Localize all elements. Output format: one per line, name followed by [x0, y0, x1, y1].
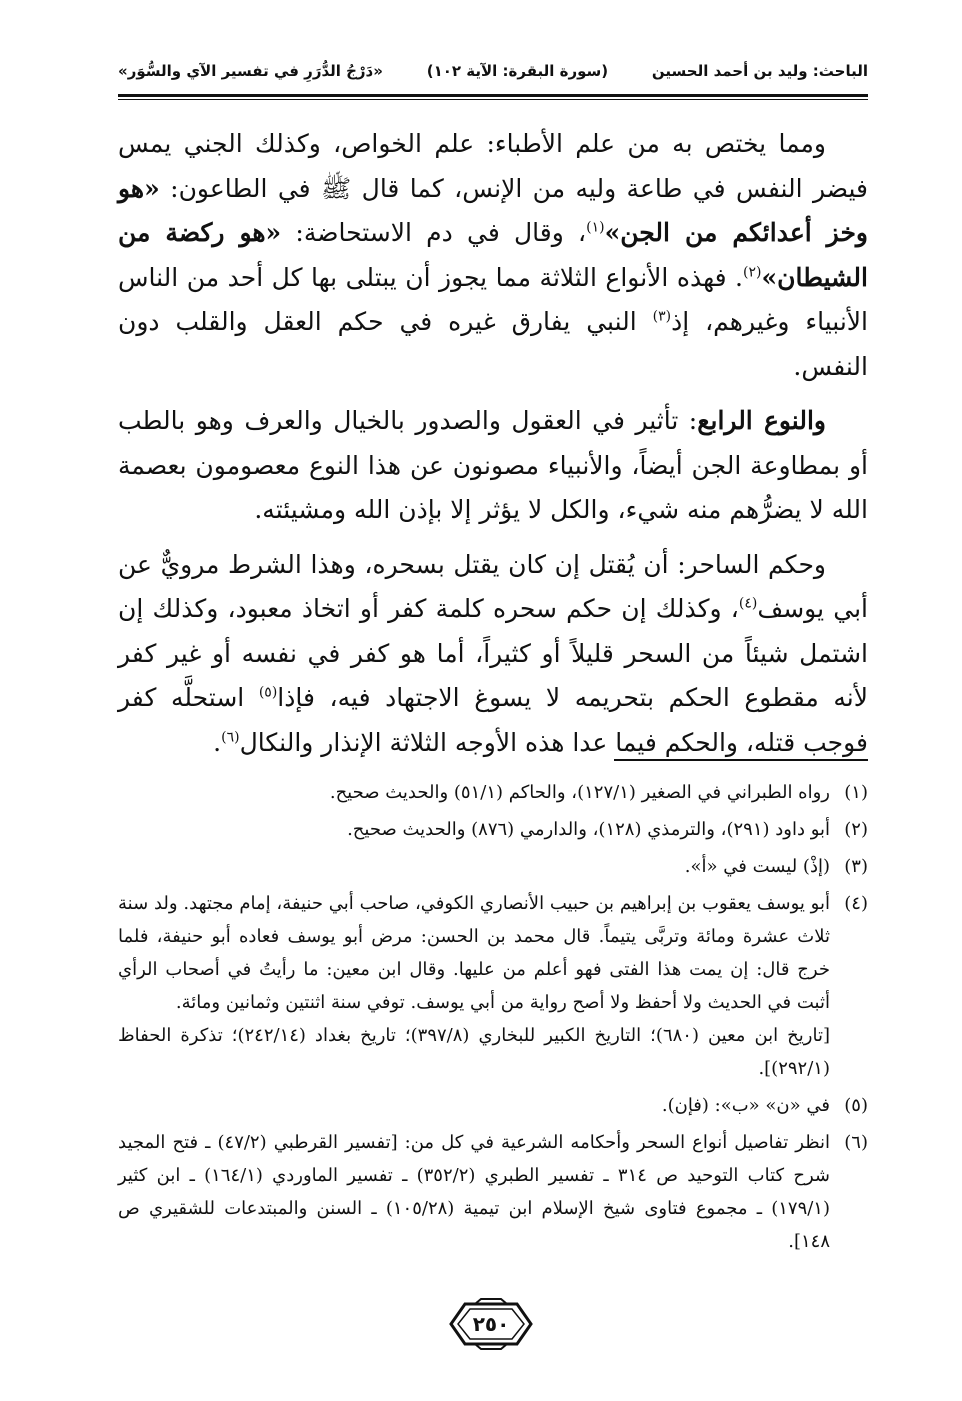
bold-heading: والنوع الرابع	[697, 406, 826, 435]
running-header	[118, 56, 868, 86]
footnote-text: أبو داود (٢٩١)، والترمذي (١٢٨)، والدارمي (٨٧٦) والحديث صحيح.	[347, 819, 830, 840]
paragraph-2	[118, 399, 868, 533]
footnote-ref[interactable]: (٦)	[221, 729, 240, 746]
footnote-text: أبو يوسف يعقوب بن إبراهيم بن حبيب الأنصاري الكوفي، صاحب أبي حنيفة، إمام مجتهد. ولد سنة ثلاث عشرة ومائة وتربَّى يتيماً. قال محمد بن الحسن: مرض أبو يوسف فعاده أبو حنيفة، فلما خرج قال: إن يمت هذا الفتى فهو أعلم من عليها. وقال ابن معين: ما رأيتُ في أصحاب الرأي أثبت في الحديث ولا أحفظ ولا أصح رواية من أبي يوسف. توفي سنة اثنتين وثمانين ومائة.	[118, 893, 830, 1013]
text-run: وحكم الساحر: أن يُقتل إن كان يقتل بسحره، وهذا الشرط مرويٌّ عن أبي يوسف	[118, 549, 868, 623]
text-run: : تأثير في العقول والصدور بالخيال والعرف وهو بالطب أو بمطاوعة الجن أيضاً، والأنبياء مصونون عن هذا النوع معصومون بعصمة الله لا يضرُّهم منه شيء، والكل لا يؤثر إلا بإذن الله ومشيئته.	[118, 406, 868, 524]
bold-hadith: «هو ركضة من الشيطان»	[118, 218, 868, 292]
footnote-text: (إذْ) ليست في «أ».	[684, 856, 830, 877]
header-author: الباحث: وليد بن أحمد الحسين	[651, 62, 868, 80]
footnote-6	[118, 1126, 868, 1258]
footnote-number: (٣)	[844, 856, 868, 877]
text-run: . فهذه الأنواع الثلاثة مما يجوز أن يبتلى بها كل أحد من الناس الأنبياء وغيرهم، إذ	[118, 262, 868, 336]
footnote-5	[118, 1089, 868, 1122]
footnote-sources: [تاريخ ابن معين (٦٨٠)؛ التاريخ الكبير للبخاري (٣٩٧/٨)؛ تاريخ بغداد (٢٤٢/١٤)؛ تذكرة الحفاظ (٢٩٢/١)].	[118, 1025, 831, 1079]
footnote-2	[118, 813, 868, 846]
text-run: ، وكذلك إن حكم سحره كلمة كفر أو اتخاذ معبود، وكذلك إن اشتمل شيئاً من السحر قليلاً أو كثيراً، أما هو كفر في نفسه أو غير كفر لأنه مقطوع الحكم بتحريمه لا يسوغ الاجتهاد فيه، فإذا	[118, 594, 868, 712]
footnote-body	[118, 776, 830, 809]
text-run: استحلَّه كفر فوجب قتله، والحكم فيما عدا هذه الأوجه الثلاثة الإنذار والنكال	[118, 683, 868, 757]
footnote-ref[interactable]: (١)	[586, 219, 605, 236]
main-text	[118, 122, 868, 775]
footnote-text: في «ن» «ب»: (فإن).	[661, 1095, 830, 1116]
text-run: .	[213, 727, 222, 757]
footnote-text: انظر تفاصيل أنواع السحر وأحكامه الشرعية في كل من: [تفسير القرطبي (٤٧/٢) ـ فتح المجيد شرح كتاب التوحيد ص ٣١٤ ـ تفسير الطبري (٣٥٢/٢) ـ تفسير الماوردي (١٦٤/١) ـ ابن كثير (١٧٩/١) ـ مجموع فتاوى شيخ الإسلام ابن تيمية (١٠٥/٢٨) ـ السنن والمبتدعات للشقيري ص ١٤٨].	[118, 1132, 831, 1252]
footnote-number: (٢)	[844, 819, 868, 840]
paragraph-3	[118, 543, 868, 766]
footnote-number: (٥)	[844, 1095, 868, 1116]
page-number: ٢٥٠	[472, 1312, 510, 1336]
text-run: النبي يفارق غيره في حكم العقل والقلب دون النفس.	[118, 307, 868, 381]
header-rule-thick	[118, 94, 868, 97]
footnote-body	[118, 887, 830, 1085]
footnote-body	[118, 1089, 830, 1122]
bold-hadith: «هو وخز أعدائكم من الجن»	[118, 173, 868, 247]
text-run: ، وقال في دم الاستحاضة:	[281, 218, 587, 247]
footnote-number: (٦)	[844, 1132, 868, 1153]
footnote-body	[118, 1126, 830, 1258]
header-book-title: «دَرْجُ الدُّرَرِ في تفسير الآي والسُّوَر»	[118, 62, 383, 80]
header-rule-thin	[118, 99, 868, 100]
footnote-text: رواه الطبراني في الصغير (١٢٧/١)، والحاكم (٥١/١) والحديث صحيح.	[329, 782, 830, 803]
footnote-ref[interactable]: (٤)	[738, 595, 758, 612]
footnote-1	[118, 776, 868, 809]
footnote-4	[118, 887, 868, 1085]
footnote-body	[118, 813, 830, 846]
text-run: ومما يختص به من علم الأطباء: علم الخواص، وكذلك الجني يمس فيضر النفس في طاعة وليه من الإنس، كما قال ﷺ في الطاعون:	[118, 129, 868, 203]
footnote-body	[118, 850, 830, 883]
footnote-number: (١)	[844, 782, 868, 803]
header-surah-reference: (سورة البقرة: الآية ١٠٢)	[426, 62, 609, 80]
footnotes	[118, 776, 868, 1262]
footnote-3	[118, 850, 868, 883]
footnote-ref[interactable]: (٢)	[743, 264, 762, 281]
page-number-ornament	[445, 1298, 537, 1350]
footnote-separator	[614, 759, 868, 761]
paragraph-1	[118, 122, 868, 389]
footnote-ref[interactable]: (٣)	[652, 308, 672, 325]
footnote-number: (٤)	[844, 893, 868, 914]
footnote-ref[interactable]: (٥)	[258, 684, 278, 701]
